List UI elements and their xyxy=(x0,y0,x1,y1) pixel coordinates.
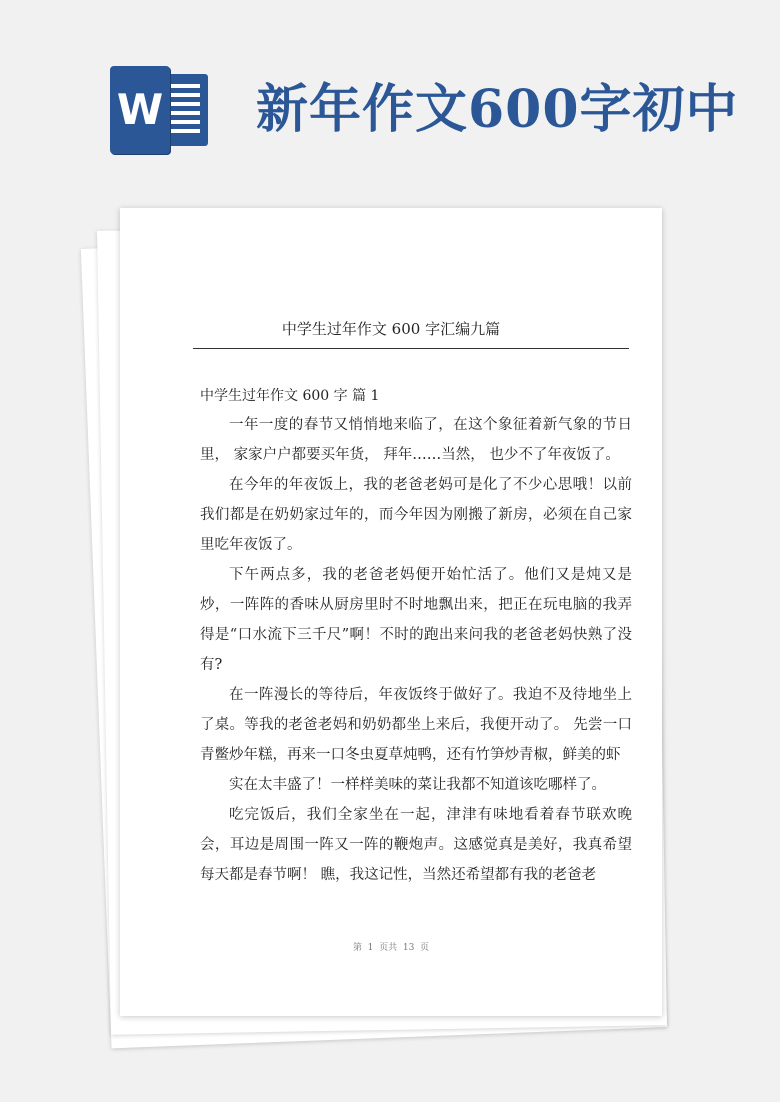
document-body xyxy=(200,410,632,890)
logo-letter: W xyxy=(110,66,170,154)
paragraph: 在一阵漫长的等待后，年夜饭终于做好了。我迫不及待地坐上了桌。等我的老爸老妈和奶奶都坐上来后，我便开动了。 先尝一口青鳖炒年糕，再来一口冬虫夏草炖鸭，还有竹笋炒青椒，鲜美的虾 xyxy=(200,687,632,763)
page-footer: 第 1 页共 13 页 xyxy=(352,943,430,953)
section-heading: 中学生过年作文 600 字 篇 1 xyxy=(200,388,380,404)
document-title: 中学生过年作文 600 字汇编九篇 xyxy=(281,320,501,338)
title-divider xyxy=(193,348,629,349)
paragraph: 在今年的年夜饭上，我的老爸老妈可是化了不少心思哦！以前我们都是在奶奶家过年的，而今年因为刚搬了新房，必须在自己家里吃年夜饭了。 xyxy=(200,477,632,553)
paragraph: 实在太丰盛了！一样样美味的菜让我都不知道该吃哪样了。 xyxy=(229,777,606,793)
paragraph: 一年一度的春节又悄悄地来临了，在这个象征着新气象的节日里， 家家户户都要买年货， 拜年……当然， 也少不了年夜饭了。 xyxy=(200,417,632,463)
banner-title: 新年作文600字初中 xyxy=(256,79,739,140)
word-logo-icon xyxy=(110,66,208,154)
paragraph: 下午两点多，我的老爸老妈便开始忙活了。他们又是炖又是炒，一阵阵的香味从厨房里时不时地飘出来，把正在玩电脑的我弄得是“口水流下三千尺”啊！不时的跑出来问我的老爸老妈快熟了没有? xyxy=(200,567,632,673)
document-page xyxy=(120,208,662,1016)
paragraph: 吃完饭后，我们全家坐在一起，津津有味地看着春节联欢晚会，耳边是周围一阵又一阵的鞭炮声。这感觉真是美好，我真希望每天都是春节啊！ 瞧，我这记性，当然还希望都有我的老爸老 xyxy=(200,807,632,883)
banner xyxy=(0,0,780,200)
